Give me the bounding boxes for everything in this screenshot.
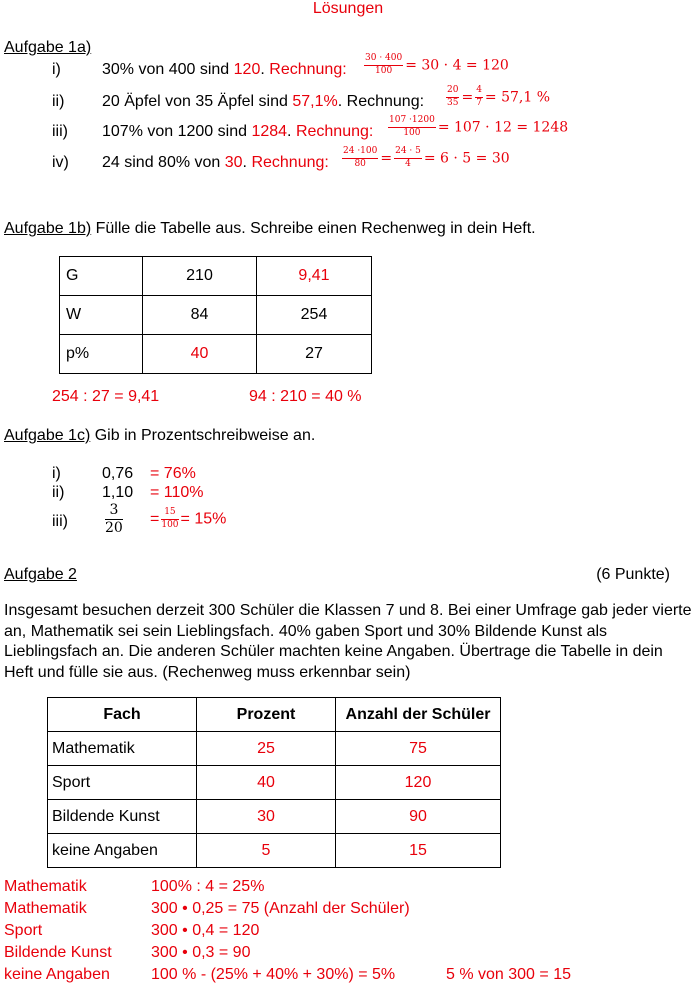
a1b-calc-1: 254 : 27 = 9,41: [52, 388, 160, 405]
a1a-math-4: $\frac{24 \cdot 100}{80}$ = $\frac{24 \cdot 5}{4}$ = 6 · 5 = 30: [343, 146, 510, 169]
solution-calc-4: 300 • 0,3 = 90: [151, 944, 251, 961]
table-cell: 25: [197, 732, 336, 766]
table-cell: 84: [143, 296, 257, 335]
solution-label-1: Mathematik: [4, 878, 87, 895]
a2-points: (6 Punkte): [596, 566, 670, 583]
a1a-math-1: $\frac{30 \cdot 400}{100}$ = 30 · 4 = 120: [365, 53, 509, 76]
table-header-row: [48, 698, 501, 732]
table-cell: keine Angaben: [48, 834, 197, 868]
table-cell: 120: [336, 766, 501, 800]
table-cell: 75: [336, 732, 501, 766]
a1a-label-4: iv): [52, 154, 69, 171]
table-cell: 254: [257, 296, 372, 335]
a1c-value-2: 1,10: [102, 484, 134, 501]
solution-calc-3: 300 • 0,4 = 120: [151, 922, 260, 939]
table-header: Anzahl der Schüler: [336, 698, 501, 732]
solution-label-2: Mathematik: [4, 900, 87, 917]
a1c-answer-3: = $\frac{15}{100}$ = 15%: [150, 507, 227, 530]
a1b-heading-line: Aufgabe 1b) Fülle die Tabelle aus. Schreibe einen Rechenweg in dein Heft.: [4, 220, 536, 237]
a1b-calc-2: 94 : 210 = 40 %: [249, 388, 362, 405]
table-row: [48, 800, 501, 834]
solution-extra-5: 5 % von 300 = 15: [446, 966, 571, 983]
table-cell: W: [60, 296, 143, 335]
a1a-heading: Aufgabe 1a): [4, 39, 92, 56]
table-cell: 27: [257, 335, 372, 374]
a1c-value-1: 0,76: [102, 465, 134, 482]
solution-calc-2: 300 • 0,25 = 75 (Anzahl der Schüler): [151, 900, 410, 917]
a1c-heading-line: Aufgabe 1c) Gib in Prozentschreibweise an.: [4, 427, 316, 444]
a1a-math-2: $\frac{20}{35}$ = $\frac{4}{7}$ = 57,1 %: [447, 85, 551, 108]
table-row: [48, 766, 501, 800]
a1a-label-3: iii): [52, 123, 68, 140]
table-header: Prozent: [197, 698, 336, 732]
solution-calc-1: 100% : 4 = 25%: [151, 878, 265, 895]
solution-label-3: Sport: [4, 922, 43, 939]
a1c-answer-2: = 110%: [150, 484, 204, 501]
table-row: [60, 296, 372, 335]
table-cell: G: [60, 257, 143, 296]
a1a-row-2: 20 Äpfel von 35 Äpfel sind 57,1%. Rechnung:: [102, 93, 425, 110]
a1a-row-4: 24 sind 80% von 30. Rechnung:: [102, 154, 329, 171]
solution-calc-5: 100 % - (25% + 40% + 30%) = 5%: [151, 966, 396, 983]
a2-text: Insgesamt besuchen derzeit 300 Schüler die Klassen 7 und 8. Bei einer Umfrage gab jeder vierte an, Mathematik sei sein Lieblingsfach. 40% gaben Sport und 30% Bildende Kunst als Lieblingsfach an. Die anderen Schüler machten keine Angaben. Übertrage die Tabelle in dein Heft und fülle sie aus. (Rechenweg muss erkennbar sein): [4, 602, 692, 681]
a1c-label-2: ii): [52, 484, 65, 501]
a1a-math-3: $\frac{107 \cdot 1200}{100}$ = 107 · 12 = 1248: [389, 115, 569, 138]
solution-label-5: keine Angaben: [4, 966, 110, 983]
table-cell: 40: [197, 766, 336, 800]
page-title: Lösungen: [312, 0, 384, 17]
table-cell: Mathematik: [48, 732, 197, 766]
solution-label-4: Bildende Kunst: [4, 944, 112, 961]
table-cell: 40: [143, 335, 257, 374]
table-cell: 90: [336, 800, 501, 834]
a1c-label-3: iii): [52, 513, 68, 530]
table-row: [60, 335, 372, 374]
table-cell: 210: [143, 257, 257, 296]
table-cell: Bildende Kunst: [48, 800, 197, 834]
table-cell: 30: [197, 800, 336, 834]
table-cell: 15: [336, 834, 501, 868]
table-cell: 9,41: [257, 257, 372, 296]
a1a-row-3: 107% von 1200 sind 1284. Rechnung:: [102, 123, 374, 140]
table-header: Fach: [48, 698, 197, 732]
a1a-label-1: i): [52, 61, 61, 78]
table-row: [48, 834, 501, 868]
a1b-table: [59, 256, 372, 374]
table-cell: Sport: [48, 766, 197, 800]
a2-table: [47, 697, 501, 868]
table-row: [48, 732, 501, 766]
a1c-fraction-3: $\frac{3}{20}$: [105, 502, 123, 537]
a1a-label-2: ii): [52, 93, 65, 110]
table-row: [60, 257, 372, 296]
table-cell: p%: [60, 335, 143, 374]
a1c-label-1: i): [52, 465, 61, 482]
table-cell: 5: [197, 834, 336, 868]
a1c-answer-1: = 76%: [150, 465, 196, 482]
a1a-row-1: 30% von 400 sind 120. Rechnung:: [102, 61, 347, 78]
a2-heading: Aufgabe 2: [4, 566, 77, 583]
